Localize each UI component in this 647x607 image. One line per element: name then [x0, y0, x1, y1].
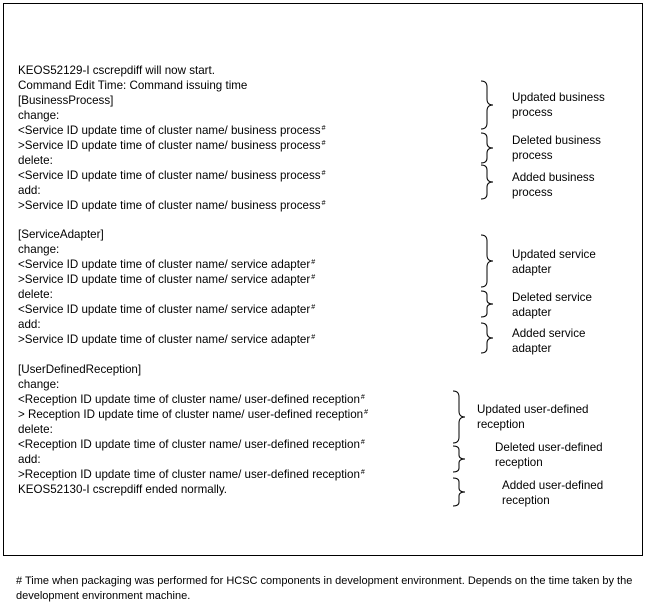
brace-icon	[450, 390, 472, 444]
output-line: <Service ID update time of cluster name/ business process#	[18, 169, 326, 182]
output-line: Command Edit Time: Command issuing time	[18, 79, 248, 92]
brace-icon	[450, 445, 472, 473]
output-line: change:	[18, 109, 60, 122]
output-line: delete:	[18, 423, 53, 436]
output-line: <Reception ID update time of cluster name/ user-defined reception#	[18, 438, 365, 451]
brace-icon	[478, 80, 500, 130]
brace-label-added-service-adapter: Added service adapter	[512, 327, 586, 355]
brace-label-updated-service-adapter: Updated service adapter	[512, 248, 596, 276]
brace-icon	[478, 132, 500, 164]
output-line: delete:	[18, 154, 53, 167]
brace-icon	[450, 477, 472, 507]
section-header: [UserDefinedReception]	[18, 363, 142, 376]
footnote: # Time when packaging was performed for HCSC components in development environment. Depends on the time taken by the development environment machine.	[16, 575, 633, 602]
output-line: > Reception ID update time of cluster name/ user-defined reception#	[18, 408, 369, 421]
output-line: add:	[18, 184, 41, 197]
output-line: <Service ID update time of cluster name/ service adapter#	[18, 303, 316, 316]
brace-label-added-user-defined-reception: Added user-defined reception	[502, 479, 604, 507]
output-line: change:	[18, 243, 60, 256]
brace-label-updated-business-process: Updated business process	[512, 91, 605, 119]
brace-icon	[478, 290, 500, 318]
section-header: [ServiceAdapter]	[18, 228, 104, 241]
section-header: [BusinessProcess]	[18, 94, 114, 107]
output-line: add:	[18, 318, 41, 331]
output-line: add:	[18, 453, 41, 466]
brace-label-updated-user-defined-reception: Updated user-defined reception	[477, 403, 589, 431]
output-line: change:	[18, 378, 60, 391]
brace-label-deleted-service-adapter: Deleted service adapter	[512, 291, 592, 319]
output-line: KEOS52130-I cscrepdiff ended normally.	[18, 483, 228, 496]
brace-icon	[478, 234, 500, 288]
output-line: >Service ID update time of cluster name/ service adapter#	[18, 273, 316, 286]
brace-icon	[478, 164, 500, 200]
output-line: KEOS52129-I cscrepdiff will now start.	[18, 64, 215, 77]
output-line: >Service ID update time of cluster name/ business process#	[18, 199, 326, 212]
brace-icon	[478, 322, 500, 354]
output-line: delete:	[18, 288, 53, 301]
brace-label-deleted-user-defined-reception: Deleted user-defined reception	[495, 441, 603, 469]
output-line: >Reception ID update time of cluster name/ user-defined reception#	[18, 468, 365, 481]
output-line: >Service ID update time of cluster name/ service adapter#	[18, 333, 316, 346]
output-line: <Service ID update time of cluster name/ business process#	[18, 124, 326, 137]
output-line: <Reception ID update time of cluster name/ user-defined reception#	[18, 393, 365, 406]
brace-label-added-business-process: Added business process	[512, 171, 595, 199]
output-line: <Service ID update time of cluster name/ service adapter#	[18, 258, 316, 271]
output-line: >Service ID update time of cluster name/ business process#	[18, 139, 326, 152]
brace-label-deleted-business-process: Deleted business process	[512, 134, 601, 162]
